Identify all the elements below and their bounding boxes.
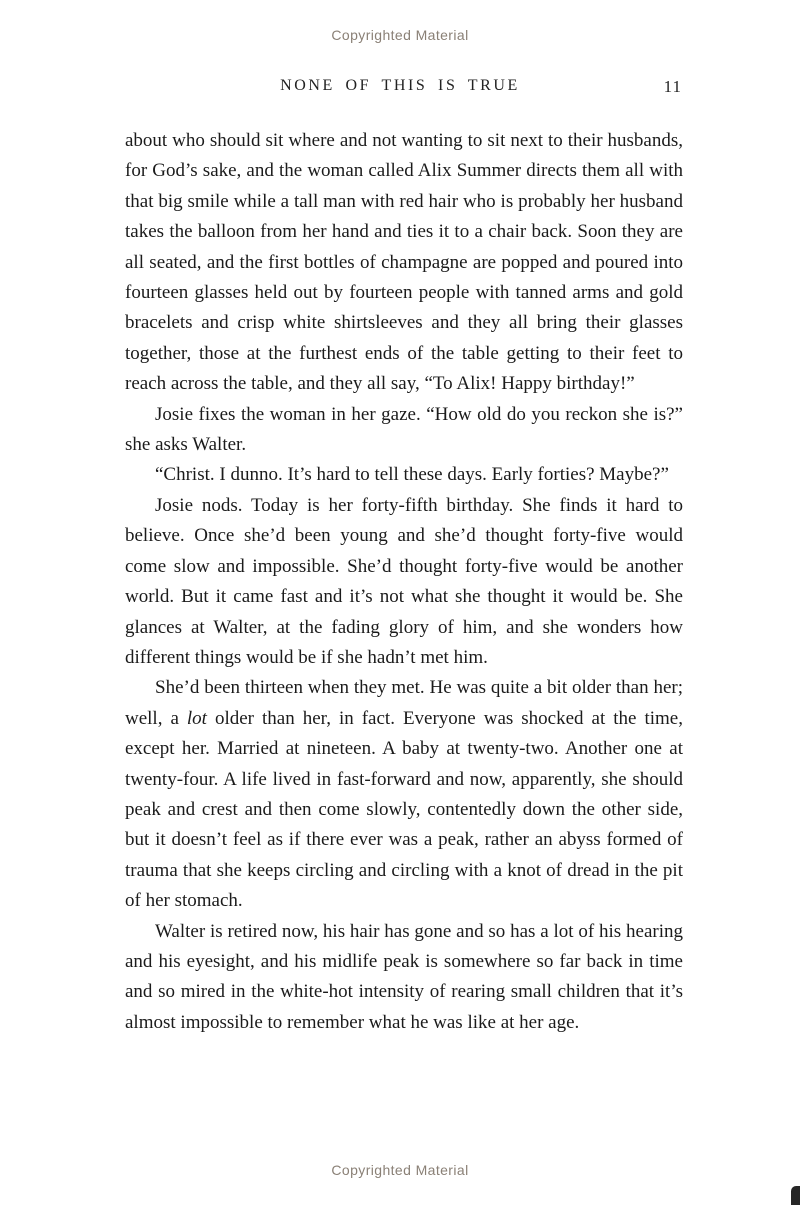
page-body — [125, 126, 683, 1038]
paragraph — [125, 126, 683, 400]
copyright-notice-bottom: Copyrighted Material — [331, 1162, 469, 1178]
body-text: older than her, in fact. Everyone was shocked at the time, except her. Married at nineteen. A baby at twenty-two. Another one at twenty-four. A life lived in fast-forward and now, apparently, she should peak and crest and then come slowly, contentedly down the other side, but it doesn’t feel as if there ever was a peak, rather an abyss formed of trauma that she keeps circling and circling with a knot of dread in the pit of her stomach. — [125, 707, 683, 912]
paragraph — [125, 673, 683, 916]
paragraph — [125, 491, 683, 673]
copyright-notice-top: Copyrighted Material — [331, 27, 469, 43]
body-text: Josie nods. Today is her forty-fifth birthday. She finds it hard to believe. Once she’d been young and she’d thought forty-five would come slow and impossible. She’d thought forty-five would be another world. But it came fast and it’s not what she thought it would be. She glances at Walter, at the fading glory of him, and she wonders how different things would be if she hadn’t met him. — [125, 494, 683, 668]
body-text: She’d been thirteen when they met. He was quite a bit older than her; well, a — [125, 677, 683, 729]
paragraph — [125, 460, 683, 490]
body-text: Josie fixes the woman in her gaze. “How old do you reckon she is?” she asks Walter. — [125, 403, 683, 456]
paragraph — [125, 917, 683, 1039]
running-header — [118, 77, 682, 101]
page-number: 11 — [663, 77, 682, 96]
italic-text: lot — [186, 707, 207, 729]
body-text: Walter is retired now, his hair has gone and so has a lot of his hearing and his eyesight, and his midlife peak is somewhere so far back in time and so mired in the white-hot intensity of rearing small children that it’s almost impossible to remember what he was like at her age. — [125, 920, 683, 1033]
book-title-running-head: NONE OF THIS IS TRUE — [280, 77, 520, 94]
page-corner-mark — [791, 1186, 800, 1205]
paragraph — [125, 400, 683, 461]
body-text: about who should sit where and not wanting to sit next to their husbands, for God’s sake, and the woman called Alix Summer directs them all with that big smile while a tall man with red hair who is probably her husband takes the balloon from her hand and ties it to a chair back. Soon they are all seated, and the first bottles of champagne are popped and poured into fourteen glasses held out by fourteen people with tanned arms and gold bracelets and crisp white shirtsleeves and they all bring their glasses together, those at the furthest ends of the table getting to their feet to reach across the table, and they all say, “To Alix! Happy birthday!” — [125, 130, 683, 395]
body-text: “Christ. I dunno. It’s hard to tell these days. Early forties? Maybe?” — [155, 464, 669, 486]
